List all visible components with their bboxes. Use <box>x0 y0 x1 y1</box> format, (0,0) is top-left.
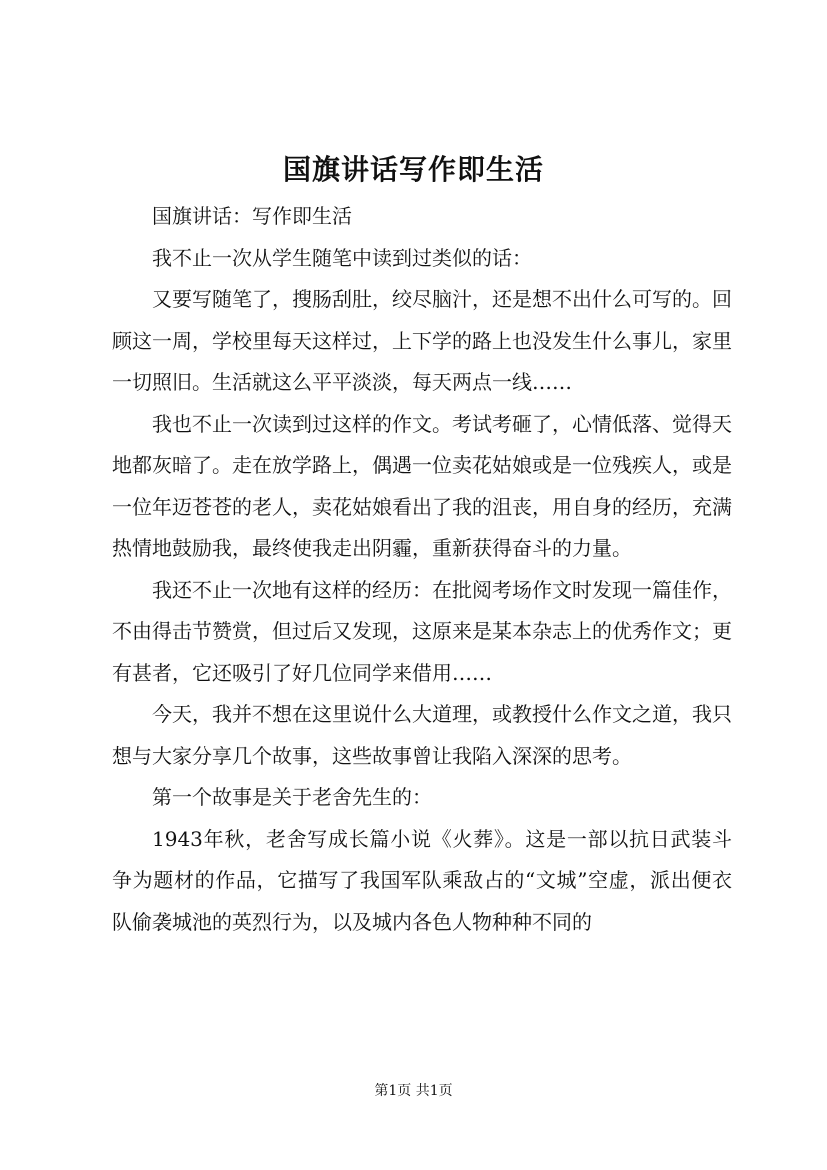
document-title: 国旗讲话写作即生活 <box>282 153 544 186</box>
paragraph-6: 今天，我并不想在这里说什么大道理，或教授什么作文之道，我只想与大家分享几个故事，这些故事曾让我陷入深深的思考。 <box>112 702 732 768</box>
paragraph-4: 我也不止一次读到过这样的作文。考试考砸了，心情低落、觉得天地都灰暗了。走在放学路上，偶遇一位卖花姑娘或是一位残疾人，或是一位年迈苍苍的老人，卖花姑娘看出了我的沮丧，用自身的经历，充满热情地鼓励我，最终使我走出阴霾，重新获得奋斗的力量。 <box>112 411 732 560</box>
paragraph-7: 第一个故事是关于老舍先生的： <box>152 785 432 809</box>
document-body <box>112 196 732 943</box>
paragraph-1: 国旗讲话：写作即生活 <box>152 204 352 228</box>
paragraph-2: 我不止一次从学生随笔中读到过类似的话： <box>152 245 532 270</box>
paragraph-8: 1943年秋，老舍写成长篇小说《火葬》。这是一部以抗日武装斗争为题材的作品，它描写了我国军队乘敌占的“文城”空虚，派出便衣队偷袭城池的英烈行为，以及城内各色人物种种不同的 <box>112 826 732 934</box>
page-footer: 第1页 共1页 <box>374 1083 453 1099</box>
paragraph-3: 又要写随笔了，搜肠刮肚，绞尽脑汁，还是想不出什么可写的。回顾这一周，学校里每天这样过，上下学的路上也没发生什么事儿，家里一切照旧。生活就这么平平淡淡，每天两点一线…… <box>112 287 732 394</box>
paragraph-5: 我还不止一次地有这样的经历：在批阅考场作文时发现一篇佳作，不由得击节赞赏，但过后又发现，这原来是某本杂志上的优秀作文；更有甚者，它还吸引了好几位同学来借用…… <box>112 577 732 685</box>
